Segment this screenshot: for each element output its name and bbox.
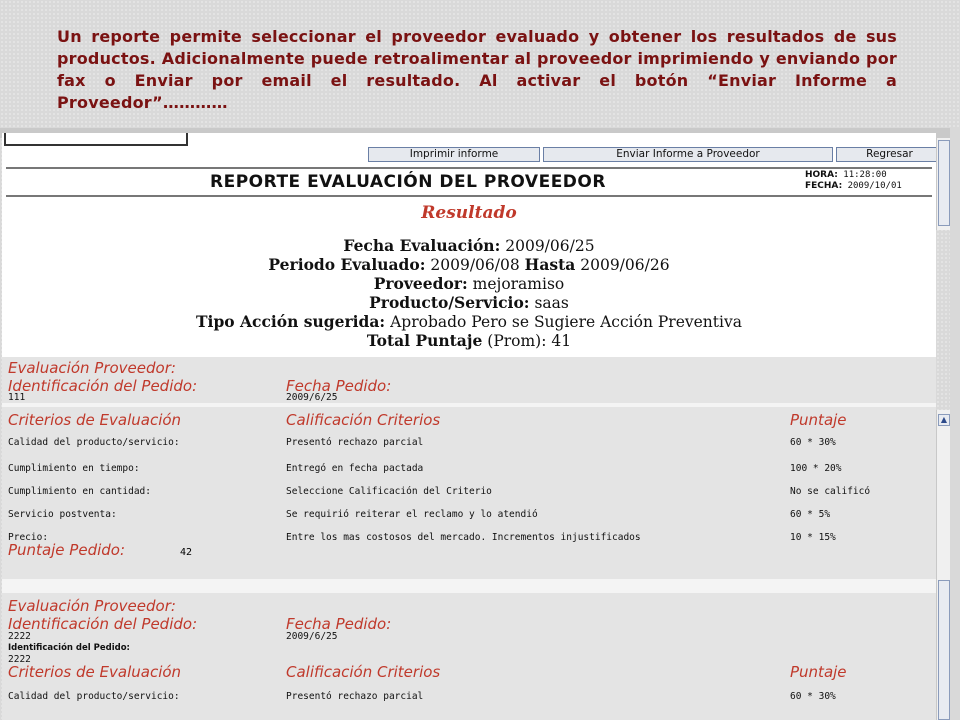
periodo-from: 2009/06/08 [430, 256, 520, 274]
fecha-eval-label: Fecha Evaluación: [343, 236, 501, 255]
right-gutter [950, 128, 960, 720]
table-row [2, 437, 936, 459]
scroll-up-icon[interactable]: ▲ [938, 414, 950, 426]
producto-label: Producto/Servicio: [369, 293, 530, 312]
table-row [2, 509, 936, 531]
left-frame-box [4, 133, 188, 146]
puntaje-cell: 10 * 15% [790, 532, 836, 543]
pedido1-id: 111 [8, 392, 26, 403]
table-row [2, 532, 936, 554]
eval-proveedor-label: Evaluación Proveedor: [8, 597, 176, 615]
pedido1-header [2, 357, 936, 405]
result-heading: Resultado [421, 203, 517, 223]
fecha-eval-value: 2009/06/25 [505, 237, 595, 255]
report-toolbar [368, 147, 936, 162]
puntaje-cell: No se calificó [790, 486, 871, 497]
hasta-label: Hasta [524, 255, 576, 274]
pedido2-id: 2222 [8, 631, 31, 642]
report-title: REPORTE EVALUACIÓN DEL PROVEEDOR [210, 172, 606, 192]
calificacion-cell: Entregó en fecha pactada [286, 463, 424, 474]
criterio-cell: Calidad del producto/servicio: [8, 691, 180, 702]
calificacion-heading: Calificación Criterios [286, 663, 441, 681]
report-window [2, 133, 936, 720]
puntaje-pedido-label: Puntaje Pedido: [8, 541, 126, 559]
tipo-accion-value: Aprobado Pero se Sugiere Acción Preventiva [390, 313, 742, 331]
calificacion-cell: Entre los mas costosos del mercado. Incrementos injustificados [286, 532, 641, 543]
criterio-cell: Calidad del producto/servicio: [8, 437, 180, 448]
total-puntaje-value: (Prom): 41 [487, 332, 572, 350]
criterios-heading: Criterios de Evaluación [8, 663, 182, 681]
id-pedido-label: Identificación del Pedido: [8, 615, 198, 633]
periodo-to: 2009/06/26 [580, 256, 670, 274]
id-pedido-label: Identificación del Pedido: [8, 377, 198, 395]
proveedor-label: Proveedor: [373, 274, 468, 293]
puntaje-cell: 100 * 20% [790, 463, 842, 474]
calificacion-heading: Calificación Criterios [286, 411, 441, 429]
result-summary [2, 236, 936, 350]
id-pedido-small-label: Identificación del Pedido: [8, 643, 130, 653]
puntaje-cell: 60 * 5% [790, 509, 831, 520]
eval-proveedor-label: Evaluación Proveedor: [8, 359, 176, 377]
proveedor-value: mejoramiso [472, 275, 565, 293]
pedido2-fecha: 2009/6/25 [286, 631, 338, 642]
puntaje-pedido-value: 42 [180, 547, 193, 558]
criterios-heading: Criterios de Evaluación [8, 411, 182, 429]
puntaje-cell: 60 * 30% [790, 691, 836, 702]
pedido2-id-repeat: 2222 [8, 654, 31, 665]
fecha-value: 2009/10/01 [847, 181, 902, 191]
section-gap [2, 579, 936, 593]
tipo-accion-label: Tipo Acción sugerida: [196, 312, 386, 331]
puntaje-heading: Puntaje [790, 663, 847, 681]
top-frame-scrollbar[interactable] [936, 138, 950, 230]
back-button[interactable]: Regresar [836, 147, 936, 162]
criterio-cell: Cumplimiento en cantidad: [8, 486, 151, 497]
pedido1-criteria [2, 407, 936, 579]
pedido2-section [2, 593, 936, 720]
fecha-pedido-label: Fecha Pedido: [286, 377, 392, 395]
puntaje-heading: Puntaje [790, 411, 847, 429]
producto-value: saas [534, 294, 569, 312]
top-scroll-thumb[interactable] [938, 140, 950, 226]
periodo-label: Periodo Evaluado: [268, 255, 426, 274]
timestamp-block [805, 170, 902, 192]
table-row [2, 691, 936, 713]
puntaje-cell: 60 * 30% [790, 437, 836, 448]
hora-value: 11:28:00 [843, 170, 887, 180]
main-scroll-thumb[interactable] [938, 580, 950, 720]
fecha-label: FECHA: [805, 181, 843, 191]
calificacion-cell: Presentó rechazo parcial [286, 437, 424, 448]
criterio-cell: Precio: [8, 532, 49, 543]
hora-label: HORA: [805, 170, 838, 180]
pedido1-fecha: 2009/6/25 [286, 392, 338, 403]
criterio-cell: Servicio postventa: [8, 509, 117, 520]
fecha-pedido-label: Fecha Pedido: [286, 615, 392, 633]
total-puntaje-label: Total Puntaje [366, 331, 483, 350]
calificacion-cell: Se requirió reiterar el reclamo y lo atendió [286, 509, 538, 520]
calificacion-cell: Presentó rechazo parcial [286, 691, 424, 702]
table-row [2, 463, 936, 485]
table-row [2, 486, 936, 508]
print-report-button[interactable]: Imprimir informe [368, 147, 540, 162]
main-scrollbar[interactable] [936, 410, 950, 720]
calificacion-cell: Seleccione Calificación del Criterio [286, 486, 492, 497]
send-report-button[interactable]: Enviar Informe a Proveedor [543, 147, 833, 162]
caption-text: Un reporte permite seleccionar el proveedor evaluado y obtener los resultados de sus productos. Adicionalmente puede retroalimentar al proveedor imprimiendo y enviando por fax o Enviar por email el resultado. Al activar el botón “Enviar Informe a Proveedor”………… [57, 27, 897, 112]
criterio-cell: Cumplimiento en tiempo: [8, 463, 140, 474]
